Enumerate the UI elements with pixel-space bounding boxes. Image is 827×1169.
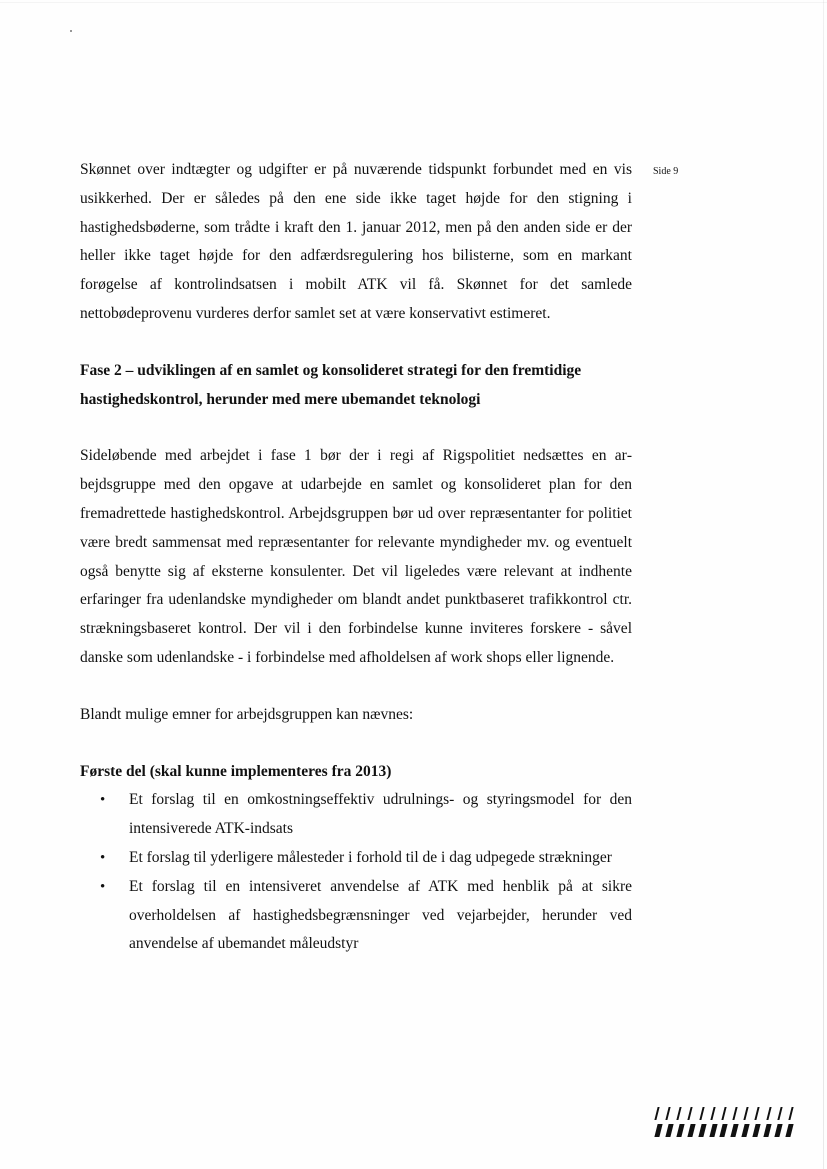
bullet-icon: • xyxy=(100,849,106,866)
bullet-icon: • xyxy=(100,878,106,895)
barcode-icon xyxy=(656,1107,792,1137)
paragraph-estimate: Skønnet over indtægter og udgifter er på nuværende tidspunkt forbundet med en vis usikkerhed. Der er således på den ene side ikke taget højde for den stigning i hastighedsbøderne, som trådte i kraft den 1. januar 2012, men på den anden side er der heller ikke taget højde for den adfærdsregulering hos bilisterne, som en markant forøgelse af kontrolindsatsen i mobilt ATK vil få. Skønnet for det samlede nettobødeprovenu vurderes derfor samlet set at være konservativt estimeret. xyxy=(80,161,632,322)
scan-edge-right xyxy=(823,0,824,1169)
subheading-first-part: Første del (skal kunne implementeres fra 2013) xyxy=(80,762,392,780)
list-item xyxy=(80,873,632,959)
topic-bullet-list xyxy=(80,786,632,959)
page-number-label: Side 9 xyxy=(653,166,679,177)
scan-edge-top xyxy=(0,2,827,3)
bullet-icon: • xyxy=(100,792,106,809)
list-item xyxy=(80,786,632,844)
document-body xyxy=(80,156,632,959)
paragraph-topics-intro: Blandt mulige emner for arbejdsgruppen kan nævnes: xyxy=(80,705,414,723)
list-item-text: Et forslag til en omkostningseffektiv udrulnings- og styringsmodel for den intensiverede ATK-indsats xyxy=(129,791,632,838)
section-heading-phase-2: Fase 2 – udviklingen af en samlet og konsolideret strategi for den fremtidige hastighedskontrol, herunder med mere ubemandet teknologi xyxy=(80,361,582,408)
list-item-text: Et forslag til yderligere målesteder i forhold til de i dag udpegede strækninger xyxy=(129,848,612,866)
scan-speck xyxy=(70,30,72,32)
list-item-text: Et forslag til en intensiveret anvendelse af ATK med henblik på at sikre overholdelsen af hastighedsbegrænsninger ved vejarbejder, herunder ved anvendelse af ubemandet måleudstyr xyxy=(129,877,632,953)
paragraph-working-group: Sideløbende med arbejdet i fase 1 bør der i regi af Rigspolitiet nedsættes en arbejdsgruppe med den opgave at udarbejde en samlet og konsolideret plan for den fremadrettede hastighedskontrol. Arbejdsgruppen bør ud over repræsentanter for politiet være bredt sammensat med repræsentanter for relevante myndigheder mv. og eventuelt også benytte sig af eksterne konsulenter. Det vil ligeledes være relevant at indhente erfaringer fra udenlandske myndigheder om blandt andet punktbaseret trafikkontrol ctr. strækningsbaseret kontrol. Der vil i den forbindelse kunne inviteres forskere - såvel danske som udenlandske - i forbindelse med afholdelsen af work shops eller lignende. xyxy=(80,447,632,666)
list-item xyxy=(80,844,632,873)
